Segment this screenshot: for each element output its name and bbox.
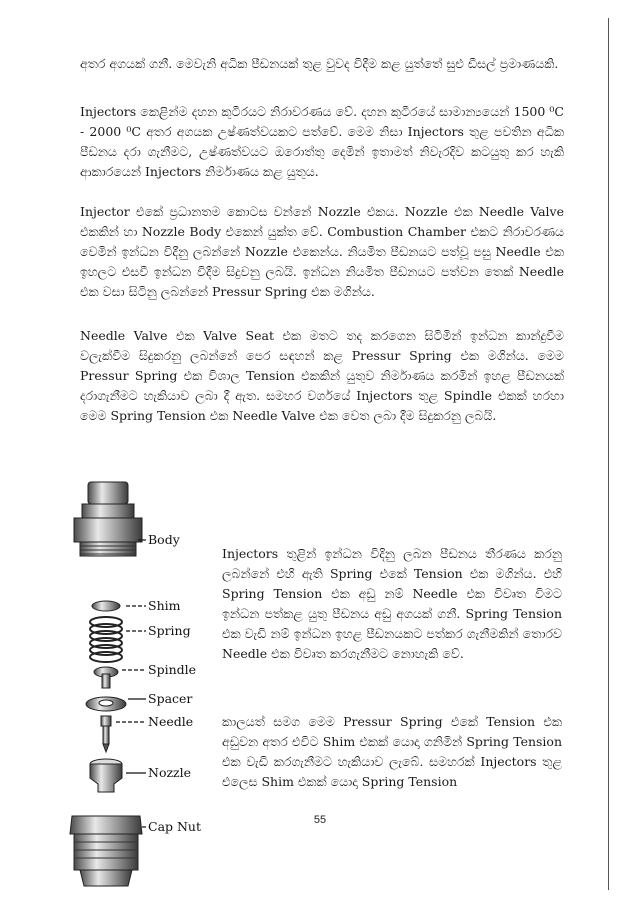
page-number: 55 xyxy=(313,814,327,826)
side-paragraph-1: Injectors තුළින් ඉන්ධන විදිනු ලබන පීඩනය තීරණය කරනු ලබන්නේ එහි ඇති Spring එකේ Tension එක මගින්ය. එහි Spring Tension එක අඩු නම් Needle එක විවෘත විමට ඉන්ධන පත්කළ යුතු පීඩනය අඩු අගයක් ගනී. Spring Tension එක වැඩි නම් ඉන්ධන ඉහළ පීඩනයකට පත්කර ගැනීමකින් තොරව Needle එක විවෘත කරගැනීමට නොහැකි වේ. xyxy=(222,546,562,661)
body-part xyxy=(74,482,142,556)
paragraph-1: අතර අගයක් ගනී. මෙවැනි අධික පීඩනයක් තුළ වුවද විදීම කළ යුත්තේ සුළු ඩීසල් ප්‍රමාණයකි. xyxy=(80,56,559,71)
shim-part xyxy=(92,601,120,611)
nozzle-part xyxy=(90,759,122,792)
label-cap-nut: Cap Nut xyxy=(148,819,202,834)
label-spindle: Spindle xyxy=(148,662,197,677)
injector-exploded-diagram xyxy=(60,480,220,890)
leader-lines xyxy=(116,540,146,827)
paragraph-2: Injectors කෙළින්ම දහන කුටීරයට නිරාවරණය වේ. දහන කුටීරයේ සාමාන්‍යයෙන් 1500 ⁰C - 2000 ⁰C අතර අගයක උෂ්ණත්වයකට පත්වේ. මෙම නිසා Injectors තුළ පවතින අධික පීඩනය දරා ගැනීමට, උෂ්ණත්වයට ඔරොත්තු දෙමින් ඉතාමත් නිවැරදිව කටයුතු කර හැකි ආකාරයෙන් Injectors නිර්මාණය කළ යුතුය. xyxy=(80,104,564,179)
label-spring: Spring xyxy=(148,623,191,638)
label-needle: Needle xyxy=(148,714,194,729)
needle-part xyxy=(101,716,111,752)
cap-nut-part xyxy=(70,816,142,886)
label-shim: Shim xyxy=(148,598,181,613)
spindle-part xyxy=(94,667,118,688)
page-margin-rule xyxy=(608,18,609,890)
spring-part xyxy=(90,617,122,662)
label-spacer: Spacer xyxy=(148,691,193,706)
side-paragraph-2: කාලයත් සමග මෙම Pressur Spring එකේ Tension එක අඩුවන අතර එවිට Shim එකක් යොදා ගනිමින් Spring Tension එක වැඩි කරගැනීමට හැකියාව ලැබේ. සමහරක් Injectors තුළ එලෙස Shim එකක් යොදා Spring Tension xyxy=(222,714,562,789)
paragraph-3: Injector එකේ ප්‍රධානතම කොටස වන්නේ Nozzle එකය. Nozzle එක Needle Valve එකකින් හා Nozzle Body එකෙන් යුක්ත වේ. Combustion Chamber එකට නිරාවරණය වෙමින් ඉන්ධන විදීනු ලබන්නේ Nozzle එකෙන්ය. නියමිත පීඩනයට පත්වූ පසු Needle එක ඉහලට එසවී ඉන්ධන විදීම සිදුවනු ලබයි. ඉන්ධන නියමිත පීඩනයට පත්වන තෙක් Needle එක වසා සිටිනු ලබන්නේ Pressur Spring එක මගින්ය. xyxy=(80,204,564,299)
label-body: Body xyxy=(148,532,180,547)
spacer-part xyxy=(86,697,126,711)
label-nozzle: Nozzle xyxy=(148,765,192,780)
paragraph-4: Needle Valve එක Valve Seat එක මතට තද කරගෙන සිටිමින් ඉන්ධන කාන්දුවීම වලැක්වීම සිදුකරනු ලබන්නේ පෙර සඳහන් කළ Pressur Spring එක මගින්ය. මෙම Pressur Spring එක විශාල Tension එකකින් යුතුව නිර්මාණය කරමින් ඉහළ පීඩනයක් දරාගැනීමට හැකියාව ලබා දී ඇත. සමහර වර්ගයේ Injectors තුළ Spindle එකක් හරහා මෙම Spring Tension එක Needle Valve එක වෙත ලබා දීම සිදුකරනු ලබයි. xyxy=(80,328,564,423)
